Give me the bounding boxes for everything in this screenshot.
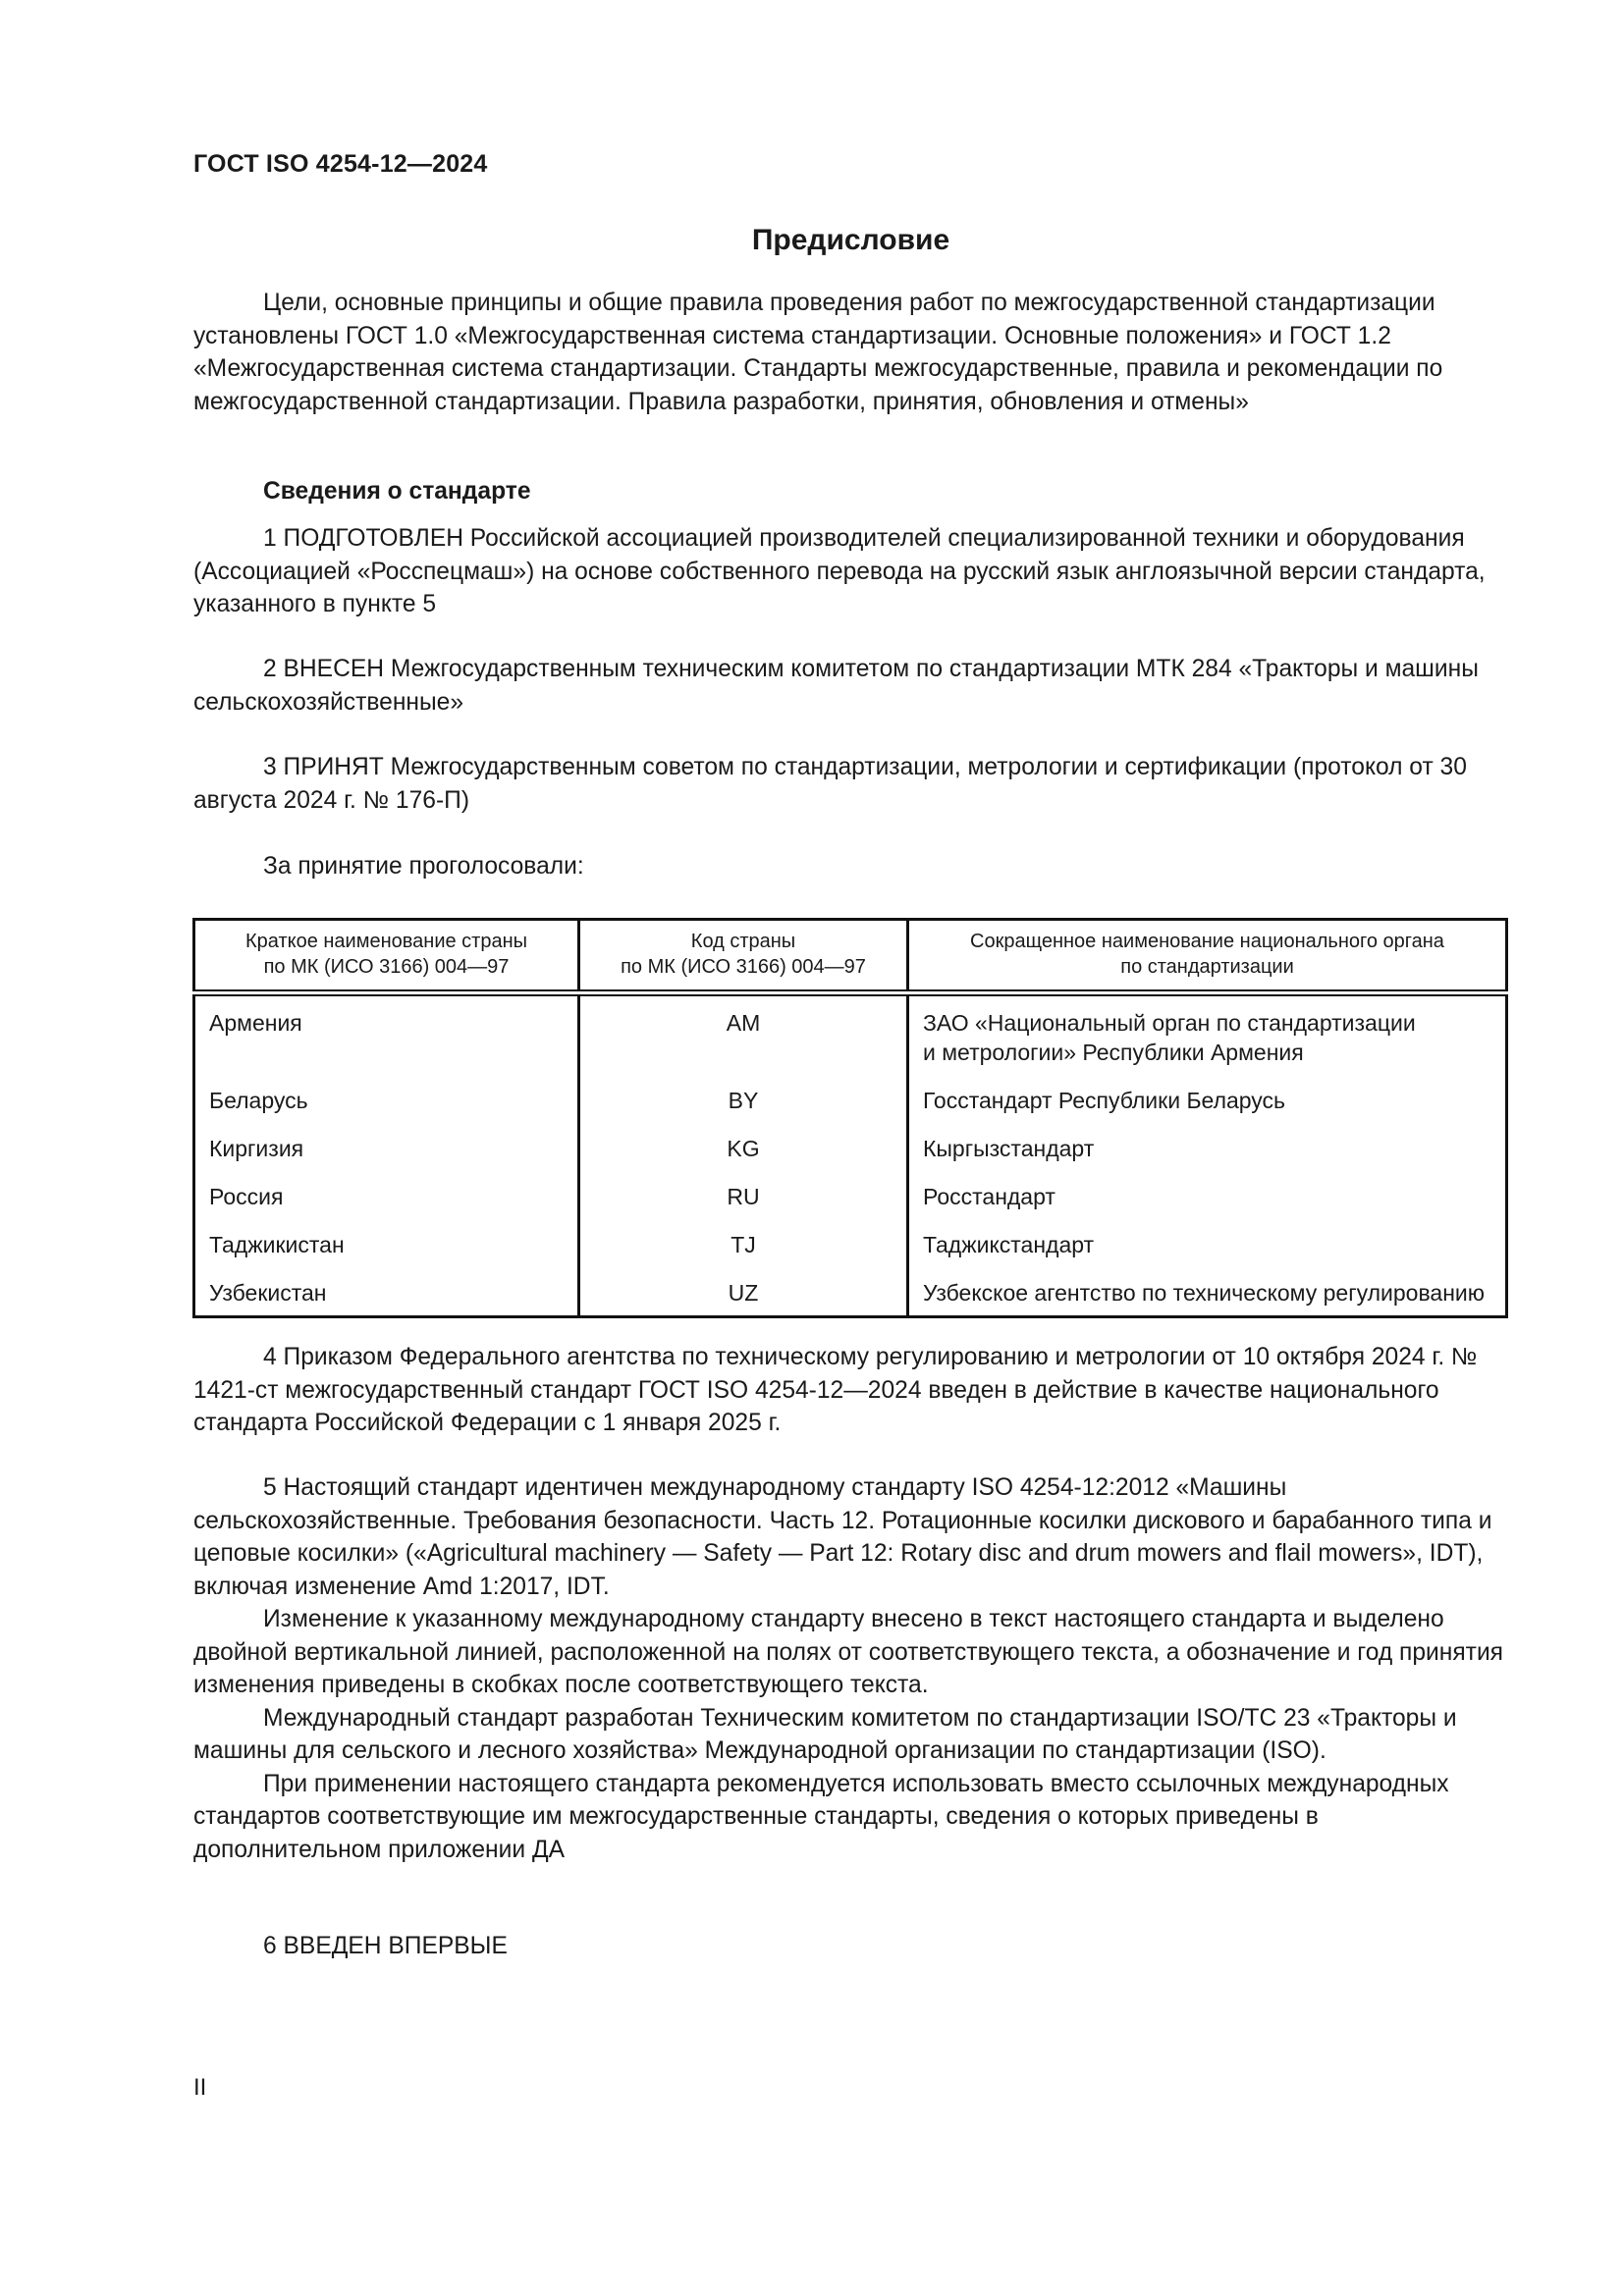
national-body: Госстандарт Республики Беларусь: [908, 1076, 1507, 1124]
item-6-paragraph: 6 ВВЕДЕН ВПЕРВЫЕ: [263, 1933, 508, 1959]
item-5-application-paragraph: При применении настоящего стандарта рекомендуется использовать вместо ссылочных международных стандартов соответствующие им межгосударственные стандарты, сведения о которых приведены в дополнительном приложении ДА: [193, 1770, 1449, 1863]
country-code: BY: [579, 1076, 908, 1124]
national-body: ЗАО «Национальный орган по стандартизации и метрологии» Республики Армения: [908, 993, 1507, 1077]
item-3-block: [193, 751, 1508, 817]
table-row: [194, 993, 1507, 1077]
country-name: Таджикистан: [209, 1232, 345, 1257]
voting-countries-table: [192, 918, 1508, 1318]
item-5-amendment-paragraph: Изменение к указанному международному стандарту внесено в текст настоящего стандарта и выделено двойной вертикальной линией, расположенной на полях от соответствующего текста, а обозначение и год принятия изменения приведены в скобках после соответствующего текста.: [193, 1606, 1504, 1698]
header-national-body: Сокращенное наименование национального органа по стандартизации: [908, 920, 1507, 993]
country-name: Беларусь: [209, 1088, 308, 1113]
voted-label-block: [193, 850, 1508, 883]
item-4-paragraph: 4 Приказом Федерального агентства по техническому регулированию и метрологии от 10 октября 2024 г. № 1421-ст межгосударственный стандарт ГОСТ ISO 4254-12—2024 введен в действие в качестве национального стандарта Российской Федерации с 1 января 2025 г.: [193, 1344, 1478, 1436]
country-code: RU: [579, 1172, 908, 1220]
country-name: Армения: [209, 1010, 302, 1036]
page-number: II: [193, 2074, 207, 2101]
header-country-code: Код страны по МК (ИСО 3166) 004—97: [579, 920, 908, 993]
item-4-block: [193, 1341, 1508, 1440]
country-name: Узбекистан: [209, 1280, 327, 1306]
country-code: UZ: [579, 1268, 908, 1317]
item-5-international-paragraph: Международный стандарт разработан Техническим комитетом по стандартизации ISO/TC 23 «Тракторы и машины для сельского и лесного хозяйства» Международной организации по стандартизации (ISO).: [193, 1704, 1457, 1764]
item-6-block: [193, 1930, 1508, 1963]
item-1-block: [193, 522, 1508, 621]
table-row: [194, 1220, 1507, 1268]
national-body: Кыргызстандарт: [908, 1124, 1507, 1172]
table-row: [194, 1172, 1507, 1220]
country-name: Россия: [209, 1184, 284, 1209]
section-heading: Сведения о стандарте: [263, 478, 531, 505]
intro-section: [193, 287, 1508, 418]
table-row: [194, 1124, 1507, 1172]
item-5-block: [193, 1471, 1508, 1866]
item-3-paragraph: 3 ПРИНЯТ Межгосударственным советом по стандартизации, метрологии и сертификации (протокол от 30 августа 2024 г. № 176-П): [193, 754, 1467, 814]
country-code: KG: [579, 1124, 908, 1172]
page-title: Предисловие: [751, 224, 950, 256]
item-2-block: [193, 653, 1508, 719]
document-code-header: ГОСТ ISO 4254-12—2024: [193, 150, 488, 178]
item-2-paragraph: 2 ВНЕСЕН Межгосударственным техническим комитетом по стандартизации МТК 284 «Тракторы и машины сельскохозяйственные»: [193, 656, 1479, 716]
voted-label: За принятие проголосовали:: [263, 853, 584, 880]
item-1-paragraph: 1 ПОДГОТОВЛЕН Российской ассоциацией производителей специализированной техники и оборудования (Ассоциацией «Росспецмаш») на основе собственного перевода на русский язык англоязычной версии стандарта, указанного в пункте 5: [193, 525, 1486, 617]
table-row: [194, 1268, 1507, 1317]
header-country-name: Краткое наименование страны по МК (ИСО 3166) 004—97: [244, 931, 528, 978]
item-5-paragraph: 5 Настоящий стандарт идентичен международному стандарту ISO 4254-12:2012 «Машины сельскохозяйственные. Требования безопасности. Часть 12. Ротационные косилки дискового и барабанного типа и цеповые косилки» («Agricultural machinery — Safety — Part 12: Rotary disc and drum mowers and flail mowers», IDT), включая изменение Amd 1:2017, IDT.: [193, 1474, 1492, 1600]
table-header-row: [194, 920, 1507, 993]
country-code: AM: [579, 993, 908, 1077]
country-name: Киргизия: [209, 1136, 304, 1161]
table-row: [194, 1076, 1507, 1124]
national-body: Росстандарт: [908, 1172, 1507, 1220]
national-body: Таджикстандарт: [908, 1220, 1507, 1268]
intro-paragraph: Цели, основные принципы и общие правила проведения работ по межгосударственной стандартизации установлены ГОСТ 1.0 «Межгосударственная система стандартизации. Основные положения» и ГОСТ 1.2 «Межгосударственная система стандартизации. Стандарты межгосударственные, правила и рекомендации по межгосударственной стандартизации. Правила разработки, принятия, обновления и отмены»: [193, 290, 1443, 415]
country-code: TJ: [579, 1220, 908, 1268]
national-body: Узбекское агентство по техническому регулированию: [908, 1268, 1507, 1317]
standard-info-heading-block: [193, 475, 1508, 508]
